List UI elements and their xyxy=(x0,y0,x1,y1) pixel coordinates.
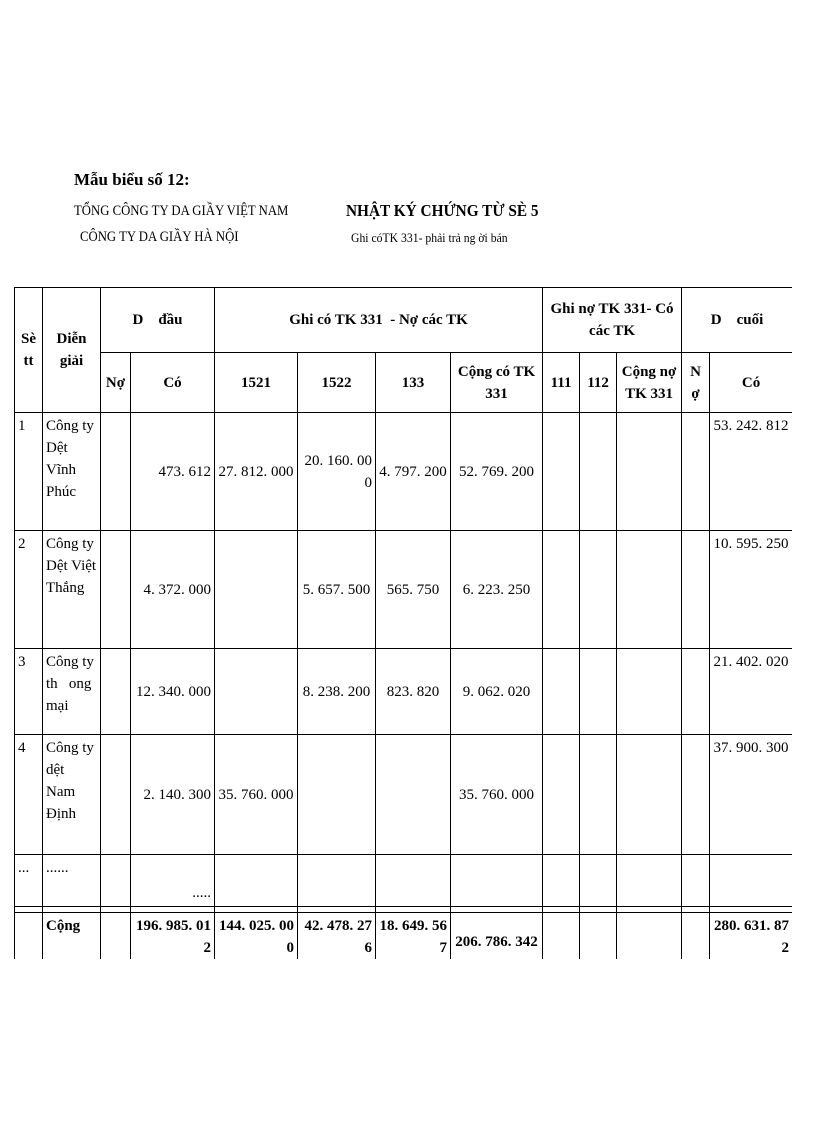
row-111 xyxy=(543,413,580,531)
corporation-name: TỔNG CÔNG TY DA GIẦY VIỆT NAM xyxy=(74,203,289,219)
row-open-credit: 473. 612 xyxy=(131,413,215,531)
row-close-credit: 53. 242. 812 xyxy=(710,413,792,531)
subheader-debit-total: Cộng nợ TK 331 xyxy=(617,353,682,413)
row-open-credit: 12. 340. 000 xyxy=(131,649,215,735)
row-close-debit xyxy=(682,649,710,735)
row-description: Công ty Dệt Việt Thắng xyxy=(43,531,101,649)
row-description: Công ty th ong mại xyxy=(43,649,101,735)
total-label: Cộng xyxy=(43,913,101,960)
row-credit-total xyxy=(451,855,543,907)
table-row xyxy=(15,531,793,649)
row-debit-total xyxy=(617,649,682,735)
row-open-credit: ..... xyxy=(131,855,215,907)
total-close-debit xyxy=(682,913,710,960)
row-133 xyxy=(376,855,451,907)
row-close-credit: 21. 402. 020 xyxy=(710,649,792,735)
row-1522: 20. 160. 000 xyxy=(298,413,376,531)
row-133: 823. 820 xyxy=(376,649,451,735)
row-112 xyxy=(580,413,617,531)
row-close-debit xyxy=(682,413,710,531)
row-1522: 8. 238. 200 xyxy=(298,649,376,735)
row-credit-total: 52. 769. 200 xyxy=(451,413,543,531)
row-1521 xyxy=(215,649,298,735)
journal-subtitle: Ghi cóTK 331- phải trả ng ời bán xyxy=(351,230,508,245)
subheader-close-credit: Có xyxy=(710,353,792,413)
row-112 xyxy=(580,531,617,649)
row-open-debit xyxy=(101,855,131,907)
row-133 xyxy=(376,735,451,855)
row-close-debit xyxy=(682,735,710,855)
subheader-133: 133 xyxy=(376,353,451,413)
row-111 xyxy=(543,649,580,735)
row-1522 xyxy=(298,735,376,855)
row-stt: 2 xyxy=(15,531,43,649)
header-closing-balance: D cuối xyxy=(682,288,792,353)
row-open-debit xyxy=(101,531,131,649)
row-close-debit xyxy=(682,531,710,649)
subheader-open-debit: Nợ xyxy=(101,353,131,413)
total-133: 18. 649. 567 xyxy=(376,913,451,960)
total-1521: 144. 025. 000 xyxy=(215,913,298,960)
header-debit-331: Ghi nợ TK 331- Có các TK xyxy=(543,288,682,353)
table-row xyxy=(15,413,793,531)
total-112 xyxy=(580,913,617,960)
row-1521 xyxy=(215,855,298,907)
row-close-credit xyxy=(710,855,792,907)
journal-table-wrapper xyxy=(14,287,792,959)
row-1522 xyxy=(298,855,376,907)
table-total-row xyxy=(15,913,793,960)
header-opening-balance: D đầu xyxy=(101,288,215,353)
header-stt xyxy=(15,288,43,413)
row-description: Công ty Dệt Vĩnh Phúc xyxy=(43,413,101,531)
total-111 xyxy=(543,913,580,960)
row-1521: 27. 812. 000 xyxy=(215,413,298,531)
row-stt: 3 xyxy=(15,649,43,735)
row-description: Công ty dệt Nam Định xyxy=(43,735,101,855)
header-stt-line2: tt xyxy=(23,353,34,369)
subheader-open-credit: Có xyxy=(131,353,215,413)
total-1522: 42. 478. 276 xyxy=(298,913,376,960)
row-open-debit xyxy=(101,413,131,531)
subheader-close-debit: N ợ xyxy=(682,353,710,413)
header-description: Diễn giải xyxy=(43,288,101,413)
row-debit-total xyxy=(617,531,682,649)
journal-table xyxy=(14,287,792,959)
table-row xyxy=(15,735,793,855)
row-open-credit: 4. 372. 000 xyxy=(131,531,215,649)
row-open-debit xyxy=(101,649,131,735)
row-open-credit: 2. 140. 300 xyxy=(131,735,215,855)
table-row xyxy=(15,649,793,735)
header-credit-331: Ghi có TK 331 - Nợ các TK xyxy=(215,288,543,353)
row-credit-total: 9. 062. 020 xyxy=(451,649,543,735)
total-debit-total xyxy=(617,913,682,960)
company-name: CÔNG TY DA GIẦY HÀ NỘI xyxy=(80,229,239,245)
row-112 xyxy=(580,855,617,907)
row-stt: 1 xyxy=(15,413,43,531)
total-close-credit: 280. 631. 872 xyxy=(710,913,792,960)
row-112 xyxy=(580,735,617,855)
total-open-credit: 196. 985. 012 xyxy=(131,913,215,960)
journal-title: NHẬT KÝ CHỨNG TỪ SÈ 5 xyxy=(346,201,539,220)
header-stt-line1: Sè xyxy=(21,331,36,347)
subheader-1522: 1522 xyxy=(298,353,376,413)
row-credit-total: 6. 223. 250 xyxy=(451,531,543,649)
row-close-debit xyxy=(682,855,710,907)
row-description: ...... xyxy=(43,855,101,907)
total-open-debit xyxy=(101,913,131,960)
table-row xyxy=(15,855,793,907)
row-112 xyxy=(580,649,617,735)
row-close-credit: 10. 595. 250 xyxy=(710,531,792,649)
subheader-credit-total: Cộng có TK 331 xyxy=(451,353,543,413)
row-debit-total xyxy=(617,735,682,855)
row-1521 xyxy=(215,531,298,649)
row-close-credit: 37. 900. 300 xyxy=(710,735,792,855)
row-stt: ... xyxy=(15,855,43,907)
row-111 xyxy=(543,855,580,907)
row-133: 4. 797. 200 xyxy=(376,413,451,531)
total-credit-total: 206. 786. 342 xyxy=(451,913,543,960)
total-stt xyxy=(15,913,43,960)
row-stt: 4 xyxy=(15,735,43,855)
row-credit-total: 35. 760. 000 xyxy=(451,735,543,855)
row-1521: 35. 760. 000 xyxy=(215,735,298,855)
row-open-debit xyxy=(101,735,131,855)
row-111 xyxy=(543,531,580,649)
row-debit-total xyxy=(617,413,682,531)
row-133: 565. 750 xyxy=(376,531,451,649)
subheader-112: 112 xyxy=(580,353,617,413)
row-1522: 5. 657. 500 xyxy=(298,531,376,649)
row-debit-total xyxy=(617,855,682,907)
subheader-111: 111 xyxy=(543,353,580,413)
subheader-1521: 1521 xyxy=(215,353,298,413)
row-111 xyxy=(543,735,580,855)
form-label: Mẫu biểu số 12: xyxy=(74,170,190,189)
